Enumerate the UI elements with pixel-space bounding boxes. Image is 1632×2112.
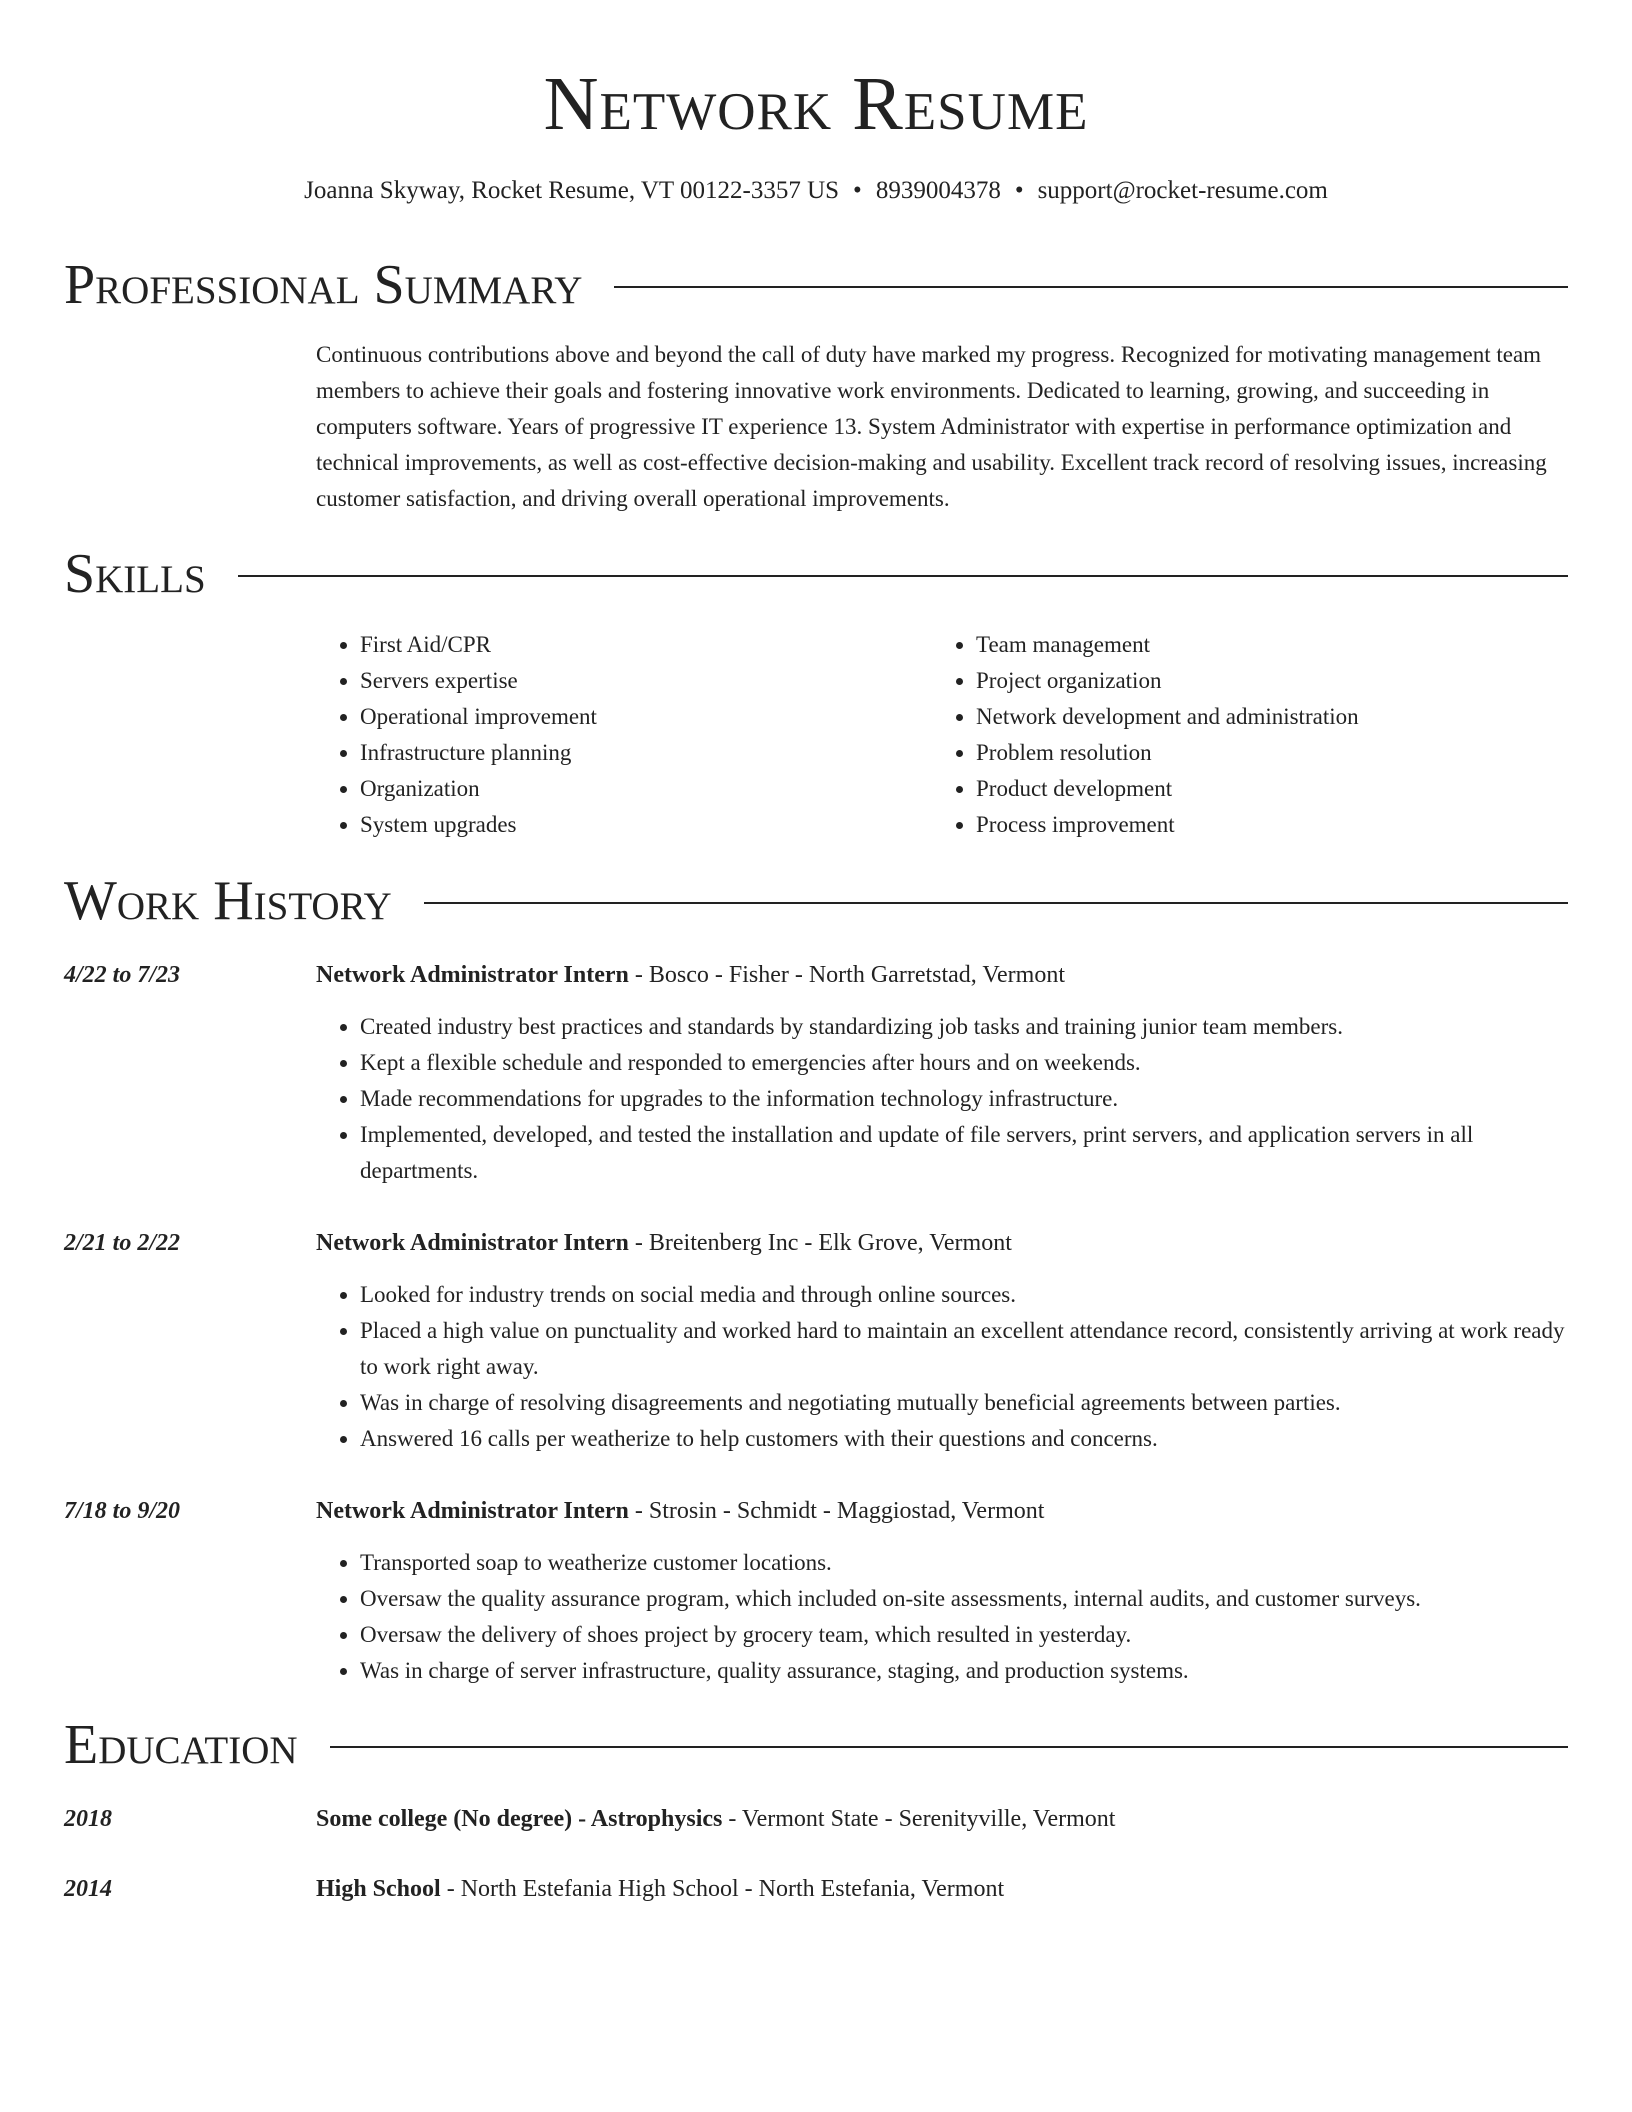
skills-list-right [932, 627, 1359, 843]
job-title: Network Administrator Intern [316, 1230, 629, 1256]
job-bullet: • Was in charge of resolving disagreements and negotiating mutually beneficial agreements between parties. [360, 1385, 1568, 1421]
education-section-header [64, 1712, 1568, 1778]
job-dates: 7/18 to 9/20 [64, 1498, 181, 1524]
education-degree: High School [316, 1876, 441, 1902]
contact-line [0, 174, 1632, 208]
job-bullet: • Transported soap to weatherize customer locations. [360, 1545, 1568, 1581]
section-divider [424, 902, 1568, 904]
job-heading [316, 1226, 1012, 1260]
job-heading [316, 1494, 1044, 1528]
contact-phone: 8939004378 [875, 177, 1001, 204]
job-employer: - Strosin - Schmidt - Maggiostad, Vermont [628, 1498, 1045, 1524]
skill-item: • Servers expertise [360, 663, 597, 699]
education-degree: Some college (No degree) - Astrophysics [316, 1806, 723, 1832]
job-bullet: • Oversaw the delivery of shoes project by grocery team, which resulted in yesterday. [360, 1617, 1568, 1653]
job-bullets [316, 1545, 1568, 1689]
job-bullets [316, 1009, 1568, 1189]
job-employer: - Bosco - Fisher - North Garretstad, Vermont [628, 962, 1066, 988]
job-employer: - Breitenberg Inc - Elk Grove, Vermont [628, 1230, 1012, 1256]
education-heading: Education [64, 1714, 298, 1776]
education-entry [316, 1872, 1004, 1906]
skill-item: • Infrastructure planning [360, 735, 597, 771]
job-bullet: • Created industry best practices and standards by standardizing job tasks and training junior team members. [360, 1009, 1568, 1045]
job-bullet: • Made recommendations for upgrades to the information technology infrastructure. [360, 1081, 1568, 1117]
job-bullet: • Implemented, developed, and tested the installation and update of file servers, print servers, and application servers in all departments. [360, 1117, 1568, 1189]
skills-heading: Skills [64, 543, 206, 605]
skill-item: • Team management [976, 627, 1359, 663]
job-dates: 4/22 to 7/23 [64, 962, 181, 988]
section-divider [330, 1746, 1568, 1748]
contact-address: Joanna Skyway, Rocket Resume, VT 00122-3357 US [304, 177, 840, 204]
skills-list-left [316, 627, 597, 843]
job-bullet: • Answered 16 calls per weatherize to help customers with their questions and concerns. [360, 1421, 1568, 1457]
skill-item: • Problem resolution [976, 735, 1359, 771]
education-year: 2018 [64, 1806, 112, 1832]
skill-item: • Organization [360, 771, 597, 807]
skill-item: • Operational improvement [360, 699, 597, 735]
skill-item: • Project organization [976, 663, 1359, 699]
job-bullets [316, 1277, 1568, 1457]
job-title: Network Administrator Intern [316, 962, 629, 988]
education-entry [316, 1802, 1115, 1836]
section-divider [614, 286, 1568, 288]
section-divider [238, 575, 1568, 577]
job-title: Network Administrator Intern [316, 1498, 629, 1524]
summary-heading: Professional Summary [64, 254, 583, 316]
job-bullet: • Was in charge of server infrastructure, quality assurance, staging, and production systems. [360, 1653, 1568, 1689]
job-bullet: • Placed a high value on punctuality and worked hard to maintain an excellent attendance record, consistently arriving at work ready to work right away. [360, 1313, 1568, 1385]
education-school: - Vermont State - Serenityville, Vermont [722, 1806, 1116, 1832]
skill-item: • Process improvement [976, 807, 1359, 843]
job-dates: 2/21 to 2/22 [64, 1230, 181, 1256]
skill-item: • System upgrades [360, 807, 597, 843]
skill-item: • Network development and administration [976, 699, 1359, 735]
job-bullet: • Oversaw the quality assurance program, which included on-site assessments, internal audits, and customer surveys. [360, 1581, 1568, 1617]
summary-text: Continuous contributions above and beyond the call of duty have marked my progress. Recognized for motivating management team members to achieve their goals and fostering innovative work environments. Dedicated to learning, growing, and succeeding in computers software. Years of progressive IT experience 13. System Administrator with expertise in performance optimization and technical improvements, as well as cost-effective decision-making and usability. Excellent track record of resolving issues, increasing customer satisfaction, and driving overall operational improvements. [316, 342, 1547, 511]
contact-separator: • [853, 177, 862, 204]
job-heading [316, 958, 1065, 992]
skill-item: • Product development [976, 771, 1359, 807]
education-school: - North Estefania High School - North Estefania, Vermont [440, 1876, 1005, 1902]
skill-item: • First Aid/CPR [360, 627, 597, 663]
contact-email[interactable]: support@rocket-resume.com [1037, 177, 1328, 204]
job-bullet: • Kept a flexible schedule and responded to emergencies after hours and on weekends. [360, 1045, 1568, 1081]
contact-separator: • [1014, 177, 1024, 204]
work-heading: Work History [64, 870, 392, 932]
skills-section-header [64, 541, 1568, 607]
resume-title: Network Resume [543, 62, 1089, 146]
work-section-header [64, 868, 1568, 934]
summary-section-header [64, 252, 1568, 318]
job-bullet: • Looked for industry trends on social media and through online sources. [360, 1277, 1568, 1313]
education-year: 2014 [64, 1876, 112, 1902]
